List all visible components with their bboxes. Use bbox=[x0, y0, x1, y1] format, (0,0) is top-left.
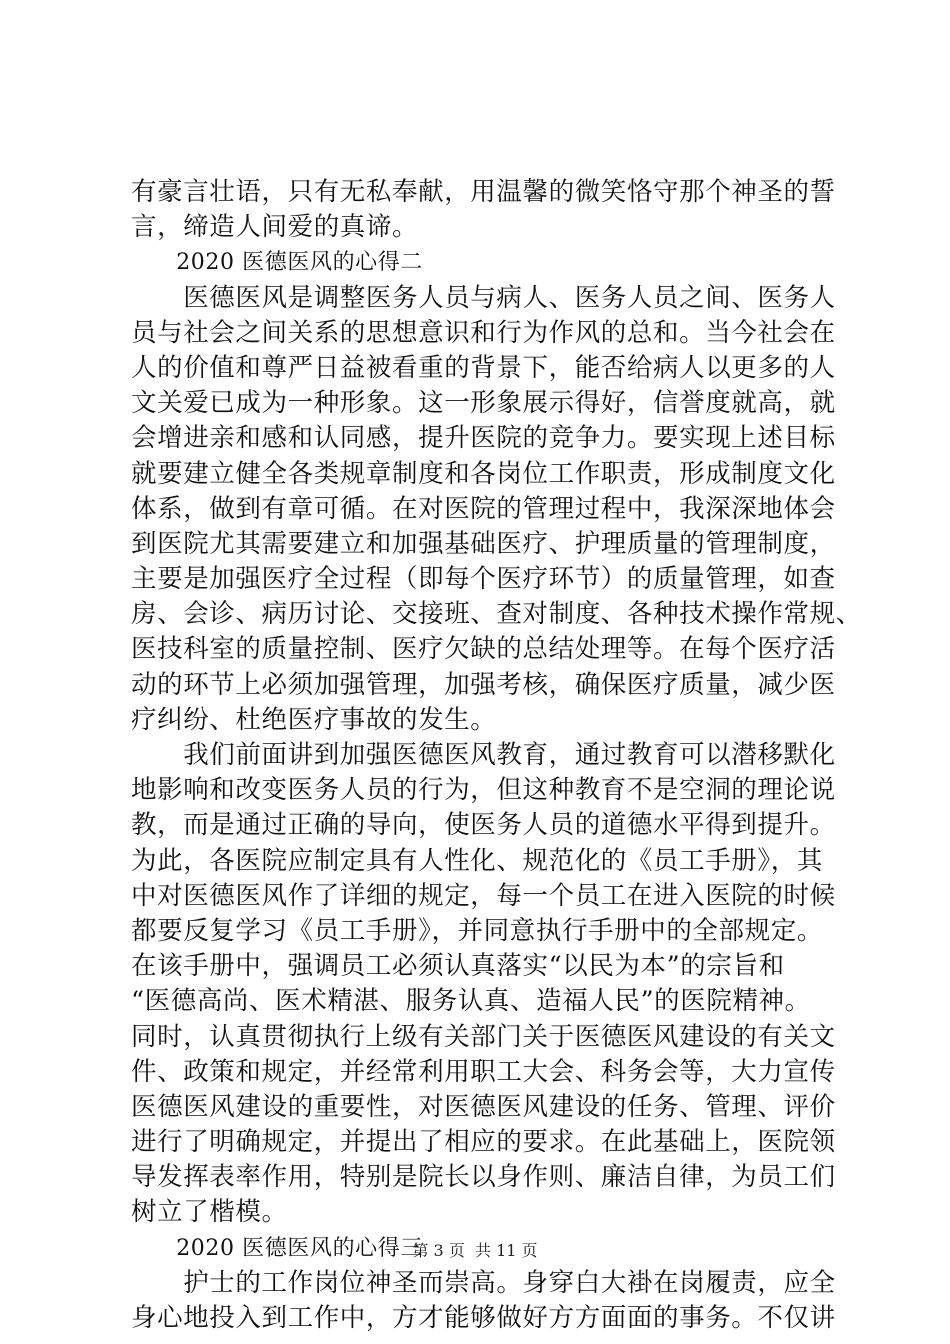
text-line: 体系，做到有章可循。在对医院的管理过程中，我深深地体会 bbox=[131, 493, 836, 524]
text-line: 主要是加强医疗全过程（即每个医疗环节）的质量管理，如查 bbox=[131, 564, 836, 595]
text-line: 就要建立健全各类规章制度和各岗位工作职责，形成制度文化 bbox=[131, 458, 836, 489]
text-line: 件、政策和规定，并经常利用职工大会、科务会等，大力宣传 bbox=[131, 1056, 836, 1087]
text-line: 文关爱已成为一种形象。这一形象展示得好，信誉度就高，就 bbox=[131, 388, 836, 419]
text-line: 医德医风是调整医务人员与病人、医务人员之间、医务人 bbox=[131, 282, 836, 313]
document-body bbox=[131, 175, 862, 1336]
text-line: 在该手册中，强调员工必须认真落实“以民为本”的宗旨和 bbox=[131, 951, 785, 982]
text-line: 为此，各医院应制定具有人性化、规范化的《员工手册》，其 bbox=[131, 845, 823, 876]
text-line: 房、会诊、病历讨论、交接班、查对制度、各种技术操作常规、 bbox=[131, 599, 862, 630]
text-line: 到医院尤其需要建立和加强基础医疗、护理质量的管理制度， bbox=[131, 528, 836, 559]
text-line: 教，而是通过正确的导向，使医务人员的道德水平得到提升。 bbox=[131, 810, 836, 841]
page-number: 第 3 页 共 11 页 bbox=[412, 1241, 538, 1260]
text-line: 言，缔造人间爱的真谛。 bbox=[131, 212, 419, 243]
page-footer bbox=[0, 1241, 950, 1261]
text-line: 地影响和改变医务人员的行为，但这种教育不是空洞的理论说 bbox=[131, 775, 836, 806]
text-line: 有豪言壮语，只有无私奉献，用温馨的微笑恪守那个神圣的誓 bbox=[131, 177, 836, 207]
text-line: 导发挥表率作用，特别是院长以身作则、廉洁自律，为员工们 bbox=[131, 1162, 836, 1193]
text-line: “医德高尚、医术精湛、服务认真、造福人民”的医院精神。 bbox=[131, 986, 811, 1017]
text-line: 人的价值和尊严日益被看重的背景下，能否给病人以更多的人 bbox=[131, 352, 836, 383]
text-line: 身心地投入到工作中，方才能够做好方方面面的事务。不仅讲 bbox=[131, 1303, 836, 1333]
section-heading: 2020 医德医风的心得三 bbox=[131, 1235, 423, 1261]
text-line: 我们前面讲到加强医德医风教育，通过教育可以潜移默化 bbox=[131, 740, 836, 770]
text-line: 动的环节上必须加强管理，加强考核，确保医疗质量，减少医 bbox=[131, 669, 836, 700]
section-heading: 2020 医德医风的心得二 bbox=[131, 250, 423, 276]
text-line: 中对医德医风作了详细的规定，每一个员工在进入医院的时候 bbox=[131, 880, 836, 911]
text-line: 都要反复学习《员工手册》，并同意执行手册中的全部规定。 bbox=[131, 915, 823, 946]
text-line: 医技科室的质量控制、医疗欠缺的总结处理等。在每个医疗活 bbox=[131, 634, 836, 665]
text-line: 员与社会之间关系的思想意识和行为作风的总和。当今社会在 bbox=[131, 317, 836, 348]
text-line: 树立了楷模。 bbox=[131, 1197, 288, 1228]
text-line: 进行了明确规定，并提出了相应的要求。在此基础上，医院领 bbox=[131, 1127, 836, 1158]
text-line: 医德医风建设的重要性，对医德医风建设的任务、管理、评价 bbox=[131, 1091, 836, 1122]
text-line: 会增进亲和感和认同感，提升医院的竞争力。要实现上述目标 bbox=[131, 423, 836, 454]
text-line: 疗纠纷、杜绝医疗事故的发生。 bbox=[131, 704, 497, 735]
text-line: 护士的工作岗位神圣而崇高。身穿白大褂在岗履责，应全 bbox=[131, 1267, 836, 1298]
text-line: 同时，认真贯彻执行上级有关部门关于医德医风建设的有关文 bbox=[131, 1021, 836, 1052]
